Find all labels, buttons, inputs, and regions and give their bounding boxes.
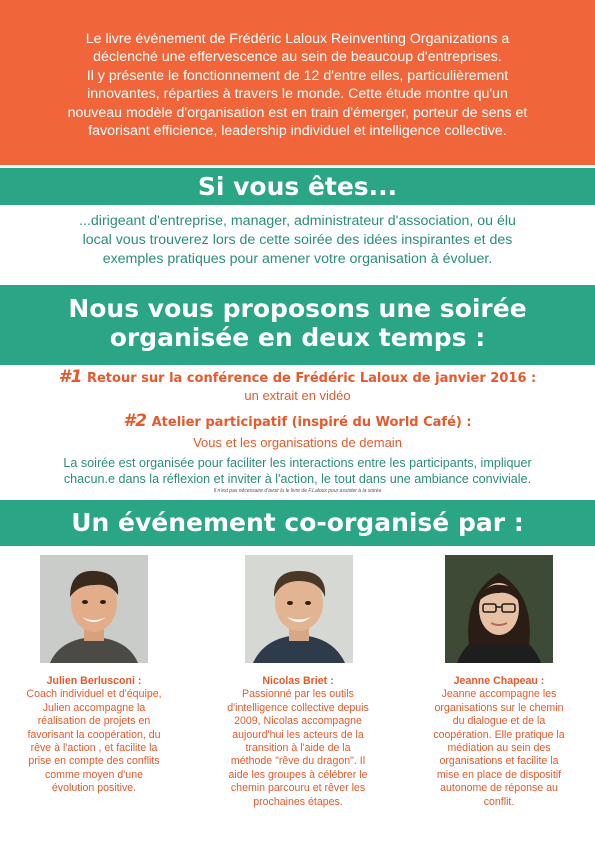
organizer-nicolas	[223, 675, 373, 809]
organizer-bio	[223, 688, 373, 809]
bio-line: d'intelligence collective depuis	[227, 701, 369, 714]
organizer-jeanne	[424, 675, 574, 809]
organizer-photo-julien	[40, 555, 148, 663]
organizer-photo-nicolas	[245, 555, 353, 663]
bio-line: comme moyen d'une	[44, 768, 143, 781]
bio-line: rêve à l'action , et facilite la	[30, 742, 158, 755]
intro-line: innovantes, réparties à travers le monde. Cette étude montre qu'un	[87, 86, 508, 103]
bio-line: autonome de réponse au	[440, 782, 558, 795]
bio-line: mise en place de dispositif	[436, 768, 562, 781]
program-desc-line: La soirée est organisée pour faciliter les interactions entre les participants, impliquer	[63, 456, 532, 470]
bio-line: méthode "rêve du dragon". Il	[230, 755, 366, 768]
program-item-1-title	[0, 369, 595, 387]
coorg-heading: Un événement co-organisé par :	[0, 500, 595, 546]
organizer-name: Julien Berlusconi :	[46, 675, 142, 687]
si-vous-line: exemples pratiques pour amener votre organisation à évoluer.	[102, 251, 493, 267]
intro-line: déclenché une effervescence au sein de beaucoup d'entreprises.	[93, 49, 502, 66]
organizer-photo-jeanne	[445, 555, 553, 663]
bio-line: prochaines étapes.	[253, 795, 343, 808]
organizer-name: Nicolas Briet :	[262, 675, 334, 687]
intro-line: Le livre événement de Frédéric Laloux Reinventing Organizations a	[85, 31, 510, 47]
organizer-julien	[19, 675, 169, 796]
si-vous-text	[30, 212, 565, 269]
program-desc-line: chacun.e dans la réflexion et inviter à l'action, le tout dans une ambiance conviviale.	[63, 472, 532, 486]
bio-line: favorisant la coopération, du	[27, 728, 161, 741]
intro-block	[0, 0, 595, 165]
program-item-1-title-text: Retour sur la conférence de Frédéric Laloux de janvier 2016 :	[86, 371, 537, 386]
intro-line: favorisant efficience, leadership individuel et intelligence collective.	[88, 123, 507, 140]
portrait-icon	[40, 555, 148, 663]
bio-line: Julien accompagne la	[42, 701, 146, 714]
program-item-1-number: #1	[58, 367, 83, 387]
proposons-heading	[0, 285, 595, 365]
organizer-bio	[424, 688, 574, 809]
bio-line: 2009, Nicolas accompagne	[234, 715, 362, 728]
si-vous-line: ...dirigeant d'entreprise, manager, administrateur d'association, ou élu	[79, 213, 516, 229]
portrait-icon	[245, 555, 353, 663]
bio-line: conflit.	[483, 795, 515, 808]
bio-line: réalisation de projets en	[37, 715, 151, 728]
portrait-icon	[445, 555, 553, 663]
bio-line: Coach individuel et d'équipe,	[26, 688, 162, 701]
bio-line: transition à l'aide de la	[245, 742, 351, 755]
intro-line: Il y présente le fonctionnement de 12 d'entre elles, particulièrement	[86, 67, 509, 84]
bio-line: aujourd'hui les acteurs de la	[232, 728, 364, 741]
program-item-2-title-text: Atelier participatif (inspiré du World Café) :	[151, 415, 472, 430]
intro-line: nouveau modèle d'organisation est en train d'émerger, porteur de sens et	[67, 104, 528, 121]
bio-line: médiation au sein des	[447, 742, 551, 755]
bio-line: Jeanne accompagne les	[441, 688, 557, 701]
program-item-2-sub: Vous et les organisations de demain	[193, 435, 402, 450]
program-description	[40, 455, 555, 487]
bio-line: aide les groupes à célébrer le	[228, 768, 368, 781]
bio-line: prise en compte des conflits	[28, 755, 160, 768]
bio-line: chemin parcouru et rêver les	[230, 782, 366, 795]
bio-line: évolution positive.	[51, 782, 137, 795]
bio-line: du dialogue et de la	[452, 715, 546, 728]
program-note: Il n'est pas nécessaire d'avoir lu le livre de F.Laloux pour assister à la soirée	[213, 488, 382, 494]
bio-line: coopération. Elle pratique la	[433, 728, 565, 741]
bio-line: Passionné par les outils	[242, 688, 354, 701]
program-item-1-sub: un extrait en vidéo	[244, 388, 351, 403]
program-item-2-title	[0, 413, 595, 431]
organizer-name: Jeanne Chapeau :	[453, 675, 545, 687]
proposons-heading-line: Nous vous proposons une soirée	[68, 294, 527, 323]
bio-line: organisations sur le chemin	[434, 701, 564, 714]
si-vous-line: local vous trouverez lors de cette soirée des idées inspirantes et des	[82, 232, 513, 248]
proposons-heading-line: organisée en deux temps :	[109, 323, 486, 352]
bio-line: organisations et facilite la	[439, 755, 559, 768]
program-item-2-number: #2	[123, 411, 148, 431]
si-vous-heading: Si vous êtes...	[0, 168, 595, 205]
organizer-bio	[19, 688, 169, 795]
